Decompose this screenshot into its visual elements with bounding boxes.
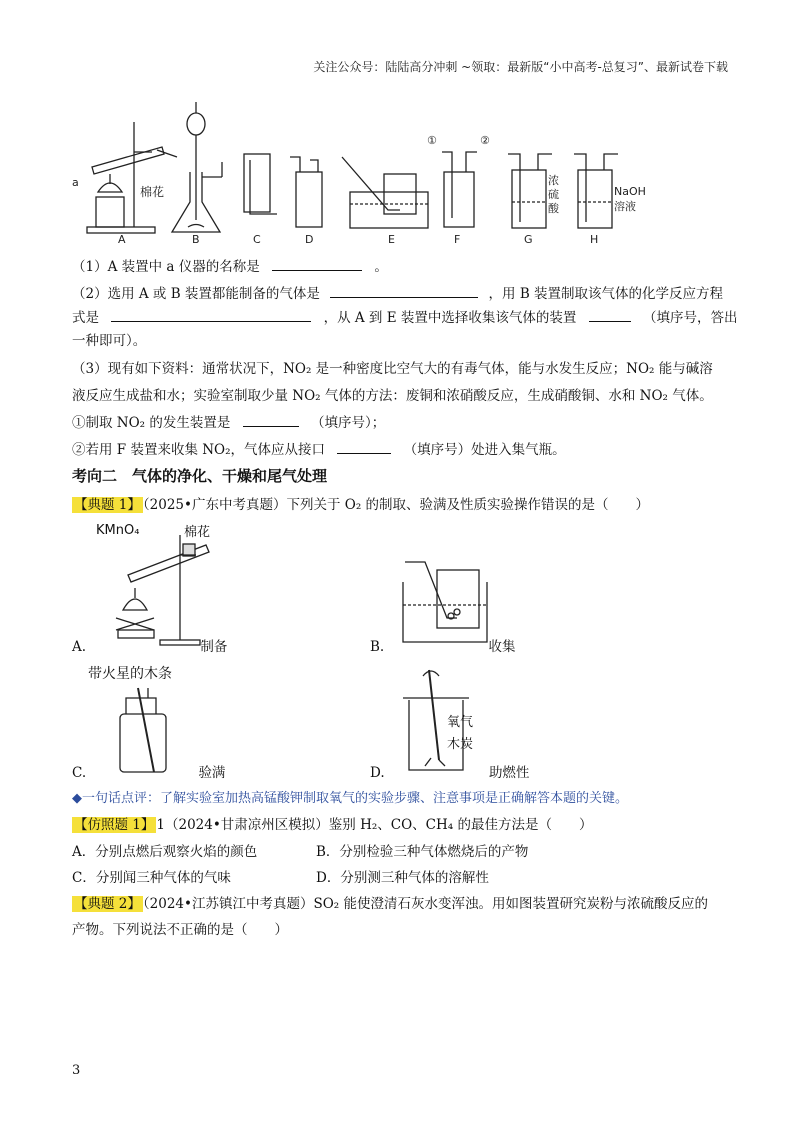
question-3-line2: 液反应生成盐和水；实验室制取少量 NO₂ 气体的方法：废铜和浓硝酸反应，生成硝酸铜、水和 NO₂ 气体。 (72, 388, 713, 404)
question-2-line1: （2）选用 A 或 B 装置都能制备的气体是 ，用 B 装置制取该气体的化学反应方程 (72, 283, 723, 304)
remark: ◆一句话点评：了解实验室加热高锰酸钾制取氧气的实验步骤、注意事项是正确解答本题的关键。 (72, 791, 628, 806)
example-2-line1: 【典题 2】 （2024•江苏镇江中考真题）SO₂ 能使澄清石灰水变浑浊。用如图装置研究炭粉与浓硫酸反应的 (74, 896, 708, 912)
answer-blank[interactable] (111, 307, 311, 322)
apparatus-label-e: E (388, 233, 395, 246)
example-2-line2: 产物。下列说法不正确的是（ ） (72, 922, 288, 938)
option-b[interactable]: B. 收集 (370, 639, 516, 655)
answer-blank[interactable] (243, 412, 299, 427)
apparatus-d (290, 157, 322, 227)
apparatus-h (574, 154, 618, 228)
label-naoh-1: NaOH (614, 185, 646, 198)
apparatus-f (442, 152, 477, 227)
answer-blank[interactable] (272, 256, 362, 271)
label-charcoal: 木炭 (447, 737, 474, 752)
question-2-line2: 式是 ，从 A 到 E 装置中选择收集该气体的装置 （填序号，答出 (72, 307, 737, 328)
example-tag: 【典题 1】 (74, 497, 141, 513)
imitate-tag: 【仿照题 1】 (74, 817, 155, 833)
label-acid-2: 硫 (548, 188, 559, 201)
question-2-line3: 一种即可）。 (72, 333, 147, 349)
apparatus-g (508, 154, 552, 228)
apparatus-b (172, 102, 222, 232)
answer-blank[interactable] (330, 283, 478, 298)
imitate-option-b[interactable]: B．分别检验三种气体燃烧后的产物 (316, 844, 529, 860)
apparatus-label-g: G (524, 233, 533, 246)
question-3-sub2: ②若用 F 装置来收集 NO₂，气体应从接口 （填序号）处进入集气瓶。 (72, 439, 566, 460)
label-kmno4: KMnO₄ (96, 523, 140, 538)
label-cotton: 棉花 (140, 185, 165, 199)
option-c-figure (88, 658, 218, 778)
option-d-figure (395, 668, 505, 778)
apparatus-c (244, 154, 277, 214)
label-naoh-2: 溶液 (614, 200, 636, 213)
apparatus-label-b: B (192, 233, 200, 246)
answer-blank[interactable] (337, 439, 391, 454)
label-acid-3: 酸 (548, 202, 559, 215)
page-number: 3 (72, 1063, 81, 1078)
apparatus-e (342, 157, 428, 228)
label-port2: ② (480, 134, 490, 147)
question-3-sub1: ①制取 NO₂ 的发生装置是 （填序号）； (72, 412, 385, 433)
page-header: 关注公众号：陆陆高分冲刺 ~领取：最新版“小中高考-总复习”、最新试卷下载 (313, 60, 728, 74)
label-cotton: 棉花 (184, 525, 211, 540)
section-heading: 考向二 气体的净化、干燥和尾气处理 (72, 467, 328, 485)
apparatus-label-d: D (305, 233, 314, 246)
label-oxygen: 氧气 (447, 715, 474, 730)
imitate-option-a[interactable]: A．分别点燃后观察火焰的颜色 (72, 844, 258, 860)
apparatus-figure (72, 92, 652, 250)
label-acid-1: 浓 (548, 174, 559, 187)
example-tag: 【典题 2】 (74, 896, 141, 912)
imitate-option-d[interactable]: D．分别测三种气体的溶解性 (316, 870, 489, 886)
label-stick: 带火星的木条 (88, 666, 172, 682)
option-a[interactable]: A. 制备 (72, 639, 228, 655)
apparatus-label-c: C (253, 233, 261, 246)
apparatus-a (87, 122, 177, 233)
imitate-option-c[interactable]: C．分别闻三种气体的气味 (72, 870, 231, 886)
apparatus-label-f: F (454, 233, 461, 246)
label-port1: ① (427, 134, 437, 147)
answer-blank[interactable] (589, 307, 631, 322)
option-a-figure (88, 520, 218, 650)
label-a: a (72, 176, 79, 189)
option-c[interactable]: C. 验满 (72, 765, 226, 781)
apparatus-label-a: A (118, 233, 126, 246)
question-3-line1: （3）现有如下资料：通常状况下，NO₂ 是一种密度比空气大的有毒气体，能与水发生反应；NO₂ 能与碱溶 (72, 361, 713, 377)
option-d[interactable]: D. 助燃性 (370, 765, 530, 781)
question-1: （1）A 装置中 a 仪器的名称是 。 (72, 256, 388, 277)
apparatus-label-h: H (590, 233, 599, 246)
imitate-1-stem: 【仿照题 1】 1（2024•甘肃凉州区模拟）鉴别 H₂、CO、CH₄ 的最佳方法是（ ） (74, 817, 593, 833)
example-1-stem: 【典题 1】 （2025•广东中考真题）下列关于 O₂ 的制取、验满及性质实验操作错误的是（ ） (74, 497, 650, 513)
